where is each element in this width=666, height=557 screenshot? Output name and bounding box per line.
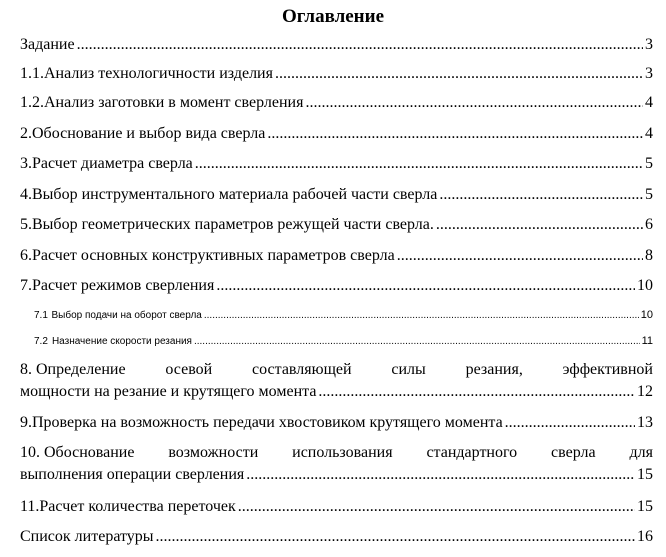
toc-entry-word: Обоснование [44,444,135,461]
toc-entry-text [20,359,126,381]
dot-leader [439,185,643,205]
toc-entry-word: стандартного [426,444,518,461]
toc-entry-page: 11 [641,335,653,347]
toc-entry-8[interactable] [20,359,653,403]
dot-leader [195,154,643,174]
toc-entry-label: Задание [20,36,75,53]
dot-leader [77,35,643,55]
toc-entry-number: 11. [20,498,40,515]
toc-entry-11[interactable] [20,497,653,517]
toc-entry-page: 10 [640,309,653,321]
toc-entry-label: Расчет количества переточек [39,498,236,515]
toc-entry-word: для [629,444,653,461]
toc-entry-page: 6 [645,216,653,233]
toc-entry-references[interactable] [20,527,653,547]
toc-entry-line [20,381,653,403]
dot-leader [318,381,635,403]
toc-entry-number: 5. [20,216,32,233]
toc-entry-text [20,442,134,464]
toc-entry-label: Назначение скорости резания [51,336,192,347]
toc-entry-10[interactable] [20,442,653,486]
dot-leader [305,93,643,113]
toc-entry-word: эффективной [562,361,653,378]
toc-entry-number: 7. [20,277,32,294]
toc-entry-label: Расчет диаметра сверла [32,155,193,172]
dot-leader [156,527,635,547]
toc-entry-4[interactable] [20,185,653,205]
toc-entry-page: 3 [645,65,653,82]
toc-entry-word: составляющей [252,361,352,378]
toc-entry-page: 10 [637,277,653,294]
toc-entry-2[interactable] [20,124,653,144]
toc-entry-label: Выбор геометрических параметров режущей части сверла. [32,216,434,233]
toc-entry-number: 8. [20,361,32,378]
toc-entry-number: 10. [20,444,40,461]
toc-entry-word: использования [292,444,393,461]
toc-entry-word: Определение [36,361,126,378]
toc-entry-label: Выбор инструментального материала рабочей части сверла [32,186,438,203]
toc-entry-page: 15 [637,466,653,483]
toc-entry-assignment[interactable] [20,35,653,55]
toc-entry-number: 9. [20,414,32,431]
toc-entry-label: Проверка на возможность передачи хвостовиком крутящего момента [32,414,503,431]
dot-leader [238,497,635,517]
toc-entry-1-2[interactable] [20,93,653,113]
toc-entry-7[interactable] [20,276,653,296]
dot-leader [275,64,643,84]
toc-entry-5[interactable] [20,215,653,235]
toc-entry-number: 7.2 [34,336,48,347]
toc-entry-page: 4 [645,125,653,142]
toc-entry-7-1[interactable] [20,309,653,322]
dot-leader [397,246,643,266]
toc-entry-page: 5 [645,186,653,203]
toc-entry-label: Анализ технологичности изделия [44,65,273,82]
toc-entry-page: 12 [637,383,653,400]
toc-entry-number: 2. [20,125,32,142]
toc-entry-page: 4 [645,94,653,111]
toc-entry-number: 1.1. [20,65,44,82]
toc-entry-label: Расчет режимов сверления [32,277,215,294]
toc-entry-line [20,442,653,464]
dot-leader [436,215,643,235]
dot-leader [505,413,635,433]
toc-entry-label: Список литературы [20,528,154,545]
toc-entry-page: 15 [637,498,653,515]
toc-entry-label: Обоснование и выбор вида сверла [32,125,266,142]
dot-leader [267,124,643,144]
toc-entry-7-2[interactable] [20,335,653,348]
toc-entry-label: Расчет основных конструктивных параметров сверла [32,247,395,264]
toc-entry-label: Выбор подачи на оборот сверла [51,310,202,321]
toc-entry-label: мощности на резание и крутящего момента [20,383,317,400]
toc-entry-number: 3. [20,155,32,172]
toc-entry-page: 16 [637,528,653,545]
toc-entry-word: осевой [165,361,213,378]
toc-entry-line [20,464,653,486]
dot-leader [194,336,640,348]
toc-entry-6[interactable] [20,246,653,266]
toc-entry-9[interactable] [20,413,653,433]
dot-leader [216,276,635,296]
toc-entry-page: 3 [645,36,653,53]
toc-entry-3[interactable] [20,154,653,174]
dot-leader [246,464,635,486]
toc-entry-number: 6. [20,247,32,264]
dot-leader [204,310,639,322]
toc-entry-number: 1.2. [20,94,44,111]
toc-entry-word: возможности [168,444,259,461]
toc-entry-label: Анализ заготовки в момент сверления [44,94,304,111]
toc-entry-number: 7.1 [34,310,48,321]
toc-entry-word: силы [391,361,426,378]
toc-title: Оглавление [281,6,385,27]
toc-entry-line [20,359,653,381]
toc-entry-1-1[interactable] [20,64,653,84]
toc-entry-page: 13 [637,414,653,431]
toc-entry-page: 5 [645,155,653,172]
toc-entry-label: выполнения операции сверления [20,466,245,483]
toc-entry-number: 4. [20,186,32,203]
toc-entry-word: резания, [465,361,523,378]
toc-entry-page: 8 [645,247,653,264]
toc-entry-word: сверла [551,444,596,461]
